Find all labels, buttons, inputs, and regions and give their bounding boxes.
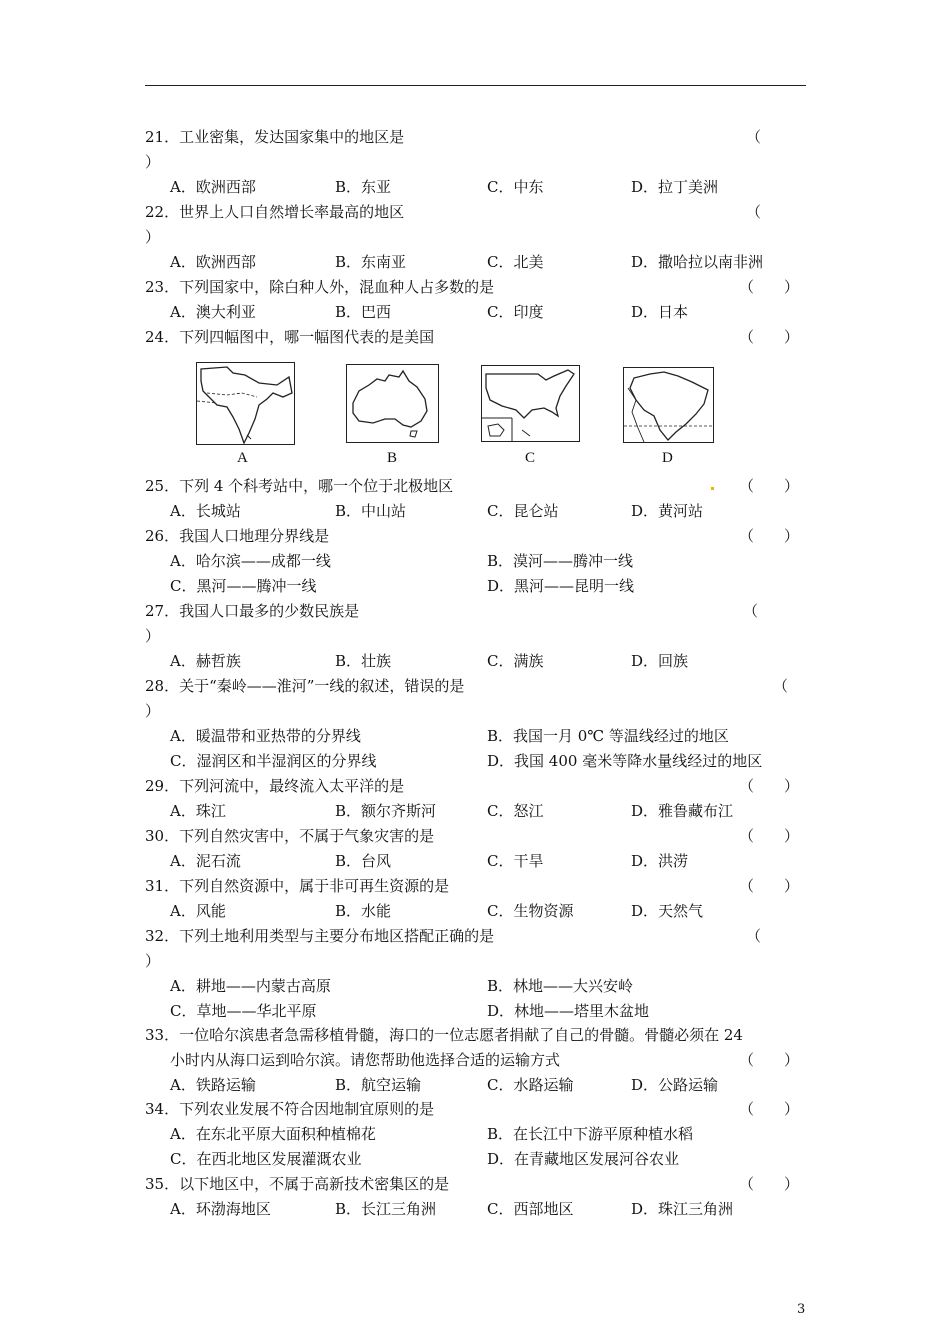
q23-option-b[interactable]: B．巴西 <box>335 303 392 321</box>
q27-option-b[interactable]: B．壮族 <box>335 652 392 670</box>
q22-option-c[interactable]: C．北美 <box>487 253 544 271</box>
q34-option-a[interactable]: A．在东北平原大面积种植棉花 <box>170 1125 376 1143</box>
q32-option-c[interactable]: C．草地——华北平原 <box>170 1002 317 1020</box>
stray-mark <box>711 487 714 490</box>
map-c-label: C <box>525 450 536 466</box>
q35-option-c[interactable]: C．西部地区 <box>487 1200 574 1218</box>
q30-option-b[interactable]: B．台风 <box>335 852 392 870</box>
q28-paren-open: （ <box>773 677 789 695</box>
q21-paren-open: （ <box>746 128 762 146</box>
q28-paren-close: ） <box>145 702 161 720</box>
q29-option-a[interactable]: A．珠江 <box>170 802 226 820</box>
q21-stem: 21．工业密集，发达国家集中的地区是 <box>145 128 405 146</box>
q27-stem: 27．我国人口最多的少数民族是 <box>145 602 360 620</box>
q26-option-d[interactable]: D．黑河——昆明一线 <box>487 577 635 595</box>
q22-paren-open: （ <box>746 203 762 221</box>
q29-option-b[interactable]: B．额尔齐斯河 <box>335 802 437 820</box>
q23-option-d[interactable]: D．日本 <box>631 303 689 321</box>
q34-option-d[interactable]: D．在青藏地区发展河谷农业 <box>487 1150 680 1168</box>
q21-paren-close: ） <box>145 153 161 171</box>
q25-option-a[interactable]: A．长城站 <box>170 502 241 520</box>
q31-option-a[interactable]: A．风能 <box>170 902 226 920</box>
q35-paren: （ ） <box>739 1175 800 1193</box>
q29-option-d[interactable]: D．雅鲁藏布江 <box>631 802 734 820</box>
q21-option-b[interactable]: B．东亚 <box>335 178 392 196</box>
q22-paren-close: ） <box>145 228 161 246</box>
q35-option-a[interactable]: A．环渤海地区 <box>170 1200 271 1218</box>
map-a-india[interactable] <box>196 362 295 445</box>
q32-option-d[interactable]: D．林地——塔里木盆地 <box>487 1002 650 1020</box>
q21-option-c[interactable]: C．中东 <box>487 178 544 196</box>
q29-paren: （ ） <box>739 777 800 795</box>
q26-option-a[interactable]: A．哈尔滨——成都一线 <box>170 552 331 570</box>
q30-option-c[interactable]: C．干旱 <box>487 852 544 870</box>
q22-stem: 22．世界上人口自然增长率最高的地区 <box>145 203 405 221</box>
q26-option-c[interactable]: C．黑河——腾冲一线 <box>170 577 317 595</box>
q34-option-b[interactable]: B．在长江中下游平原种植水稻 <box>487 1125 694 1143</box>
q27-option-d[interactable]: D．回族 <box>631 652 689 670</box>
header-rule <box>145 85 806 86</box>
q31-paren: （ ） <box>739 877 800 895</box>
q26-paren: （ ） <box>739 527 800 545</box>
q33-paren: （ ） <box>739 1051 800 1069</box>
q22-option-a[interactable]: A．欧洲西部 <box>170 253 256 271</box>
q29-option-c[interactable]: C．怒江 <box>487 802 544 820</box>
q31-option-c[interactable]: C．生物资源 <box>487 902 574 920</box>
q32-option-a[interactable]: A．耕地——内蒙古高原 <box>170 977 331 995</box>
q31-option-d[interactable]: D．天然气 <box>631 902 704 920</box>
q26-stem: 26．我国人口地理分界线是 <box>145 527 330 545</box>
q24-paren: （ ） <box>739 328 800 346</box>
q32-paren-open: （ <box>746 927 762 945</box>
q34-stem: 34．下列农业发展不符合因地制宜原则的是 <box>145 1100 435 1118</box>
q31-stem: 31．下列自然资源中，属于非可再生资源的是 <box>145 877 450 895</box>
q35-option-d[interactable]: D．珠江三角洲 <box>631 1200 734 1218</box>
q33-option-a[interactable]: A．铁路运输 <box>170 1076 256 1094</box>
q27-option-a[interactable]: A．赫哲族 <box>170 652 241 670</box>
australia-outline-map <box>347 365 438 442</box>
q35-stem: 35．以下地区中，不属于高新技术密集区的是 <box>145 1175 450 1193</box>
q22-option-b[interactable]: B．东南亚 <box>335 253 407 271</box>
q24-stem: 24．下列四幅图中，哪一幅图代表的是美国 <box>145 328 435 346</box>
map-a-label: A <box>237 450 248 466</box>
map-c-usa[interactable] <box>481 365 580 442</box>
q30-option-d[interactable]: D．洪涝 <box>631 852 689 870</box>
india-outline-map <box>197 363 294 444</box>
q34-option-c[interactable]: C．在西北地区发展灌溉农业 <box>170 1150 362 1168</box>
q30-option-a[interactable]: A．泥石流 <box>170 852 241 870</box>
q33-option-b[interactable]: B．航空运输 <box>335 1076 422 1094</box>
q23-paren: （ ） <box>739 278 800 296</box>
map-b-label: B <box>387 450 398 466</box>
q28-stem: 28．关于“秦岭——淮河”一线的叙述，错误的是 <box>145 677 465 695</box>
q33-option-d[interactable]: D．公路运输 <box>631 1076 719 1094</box>
q27-paren-close: ） <box>145 627 161 645</box>
q29-stem: 29．下列河流中，最终流入太平洋的是 <box>145 777 405 795</box>
q30-stem: 30．下列自然灾害中，不属于气象灾害的是 <box>145 827 435 845</box>
map-b-australia[interactable] <box>346 364 439 443</box>
q23-option-a[interactable]: A．澳大利亚 <box>170 303 256 321</box>
page-number: 3 <box>797 1302 806 1317</box>
q27-option-c[interactable]: C．满族 <box>487 652 544 670</box>
q28-option-b[interactable]: B．我国一月 0℃ 等温线经过的地区 <box>487 727 729 745</box>
q30-paren: （ ） <box>739 827 800 845</box>
q21-option-a[interactable]: A．欧洲西部 <box>170 178 256 196</box>
q21-option-d[interactable]: D．拉丁美洲 <box>631 178 719 196</box>
q31-option-b[interactable]: B．水能 <box>335 902 392 920</box>
map-d-label: D <box>662 450 673 466</box>
q32-paren-close: ） <box>145 952 161 970</box>
map-d-brazil[interactable] <box>623 367 714 443</box>
q25-option-b[interactable]: B．中山站 <box>335 502 407 520</box>
q34-paren: （ ） <box>739 1100 800 1118</box>
q28-option-c[interactable]: C．湿润区和半湿润区的分界线 <box>170 752 377 770</box>
q35-option-b[interactable]: B．长江三角洲 <box>335 1200 437 1218</box>
q27-paren-open: （ <box>743 602 759 620</box>
q33-stem-continued: 小时内从海口运到哈尔滨。请您帮助他选择合适的运输方式 <box>170 1051 561 1069</box>
q28-option-d[interactable]: D．我国 400 毫米等降水量线经过的地区 <box>487 752 763 770</box>
q33-option-c[interactable]: C．水路运输 <box>487 1076 574 1094</box>
q25-paren: （ ） <box>739 477 800 495</box>
q25-stem: 25．下列 4 个科考站中，哪一个位于北极地区 <box>145 477 454 495</box>
q28-option-a[interactable]: A．暖温带和亚热带的分界线 <box>170 727 361 745</box>
q32-stem: 32．下列土地利用类型与主要分布地区搭配正确的是 <box>145 927 495 945</box>
brazil-outline-map <box>624 368 713 442</box>
usa-outline-map <box>482 366 579 441</box>
q33-stem: 33．一位哈尔滨患者急需移植骨髓，海口的一位志愿者捐献了自己的骨髓。骨髓必须在 24 <box>145 1026 743 1044</box>
q22-option-d[interactable]: D．撒哈拉以南非洲 <box>631 253 764 271</box>
q32-option-b[interactable]: B．林地——大兴安岭 <box>487 977 634 995</box>
q25-option-d[interactable]: D．黄河站 <box>631 502 704 520</box>
q23-option-c[interactable]: C．印度 <box>487 303 544 321</box>
q26-option-b[interactable]: B．漠河——腾冲一线 <box>487 552 634 570</box>
q25-option-c[interactable]: C．昆仑站 <box>487 502 559 520</box>
q23-stem: 23．下列国家中，除白种人外，混血种人占多数的是 <box>145 278 495 296</box>
